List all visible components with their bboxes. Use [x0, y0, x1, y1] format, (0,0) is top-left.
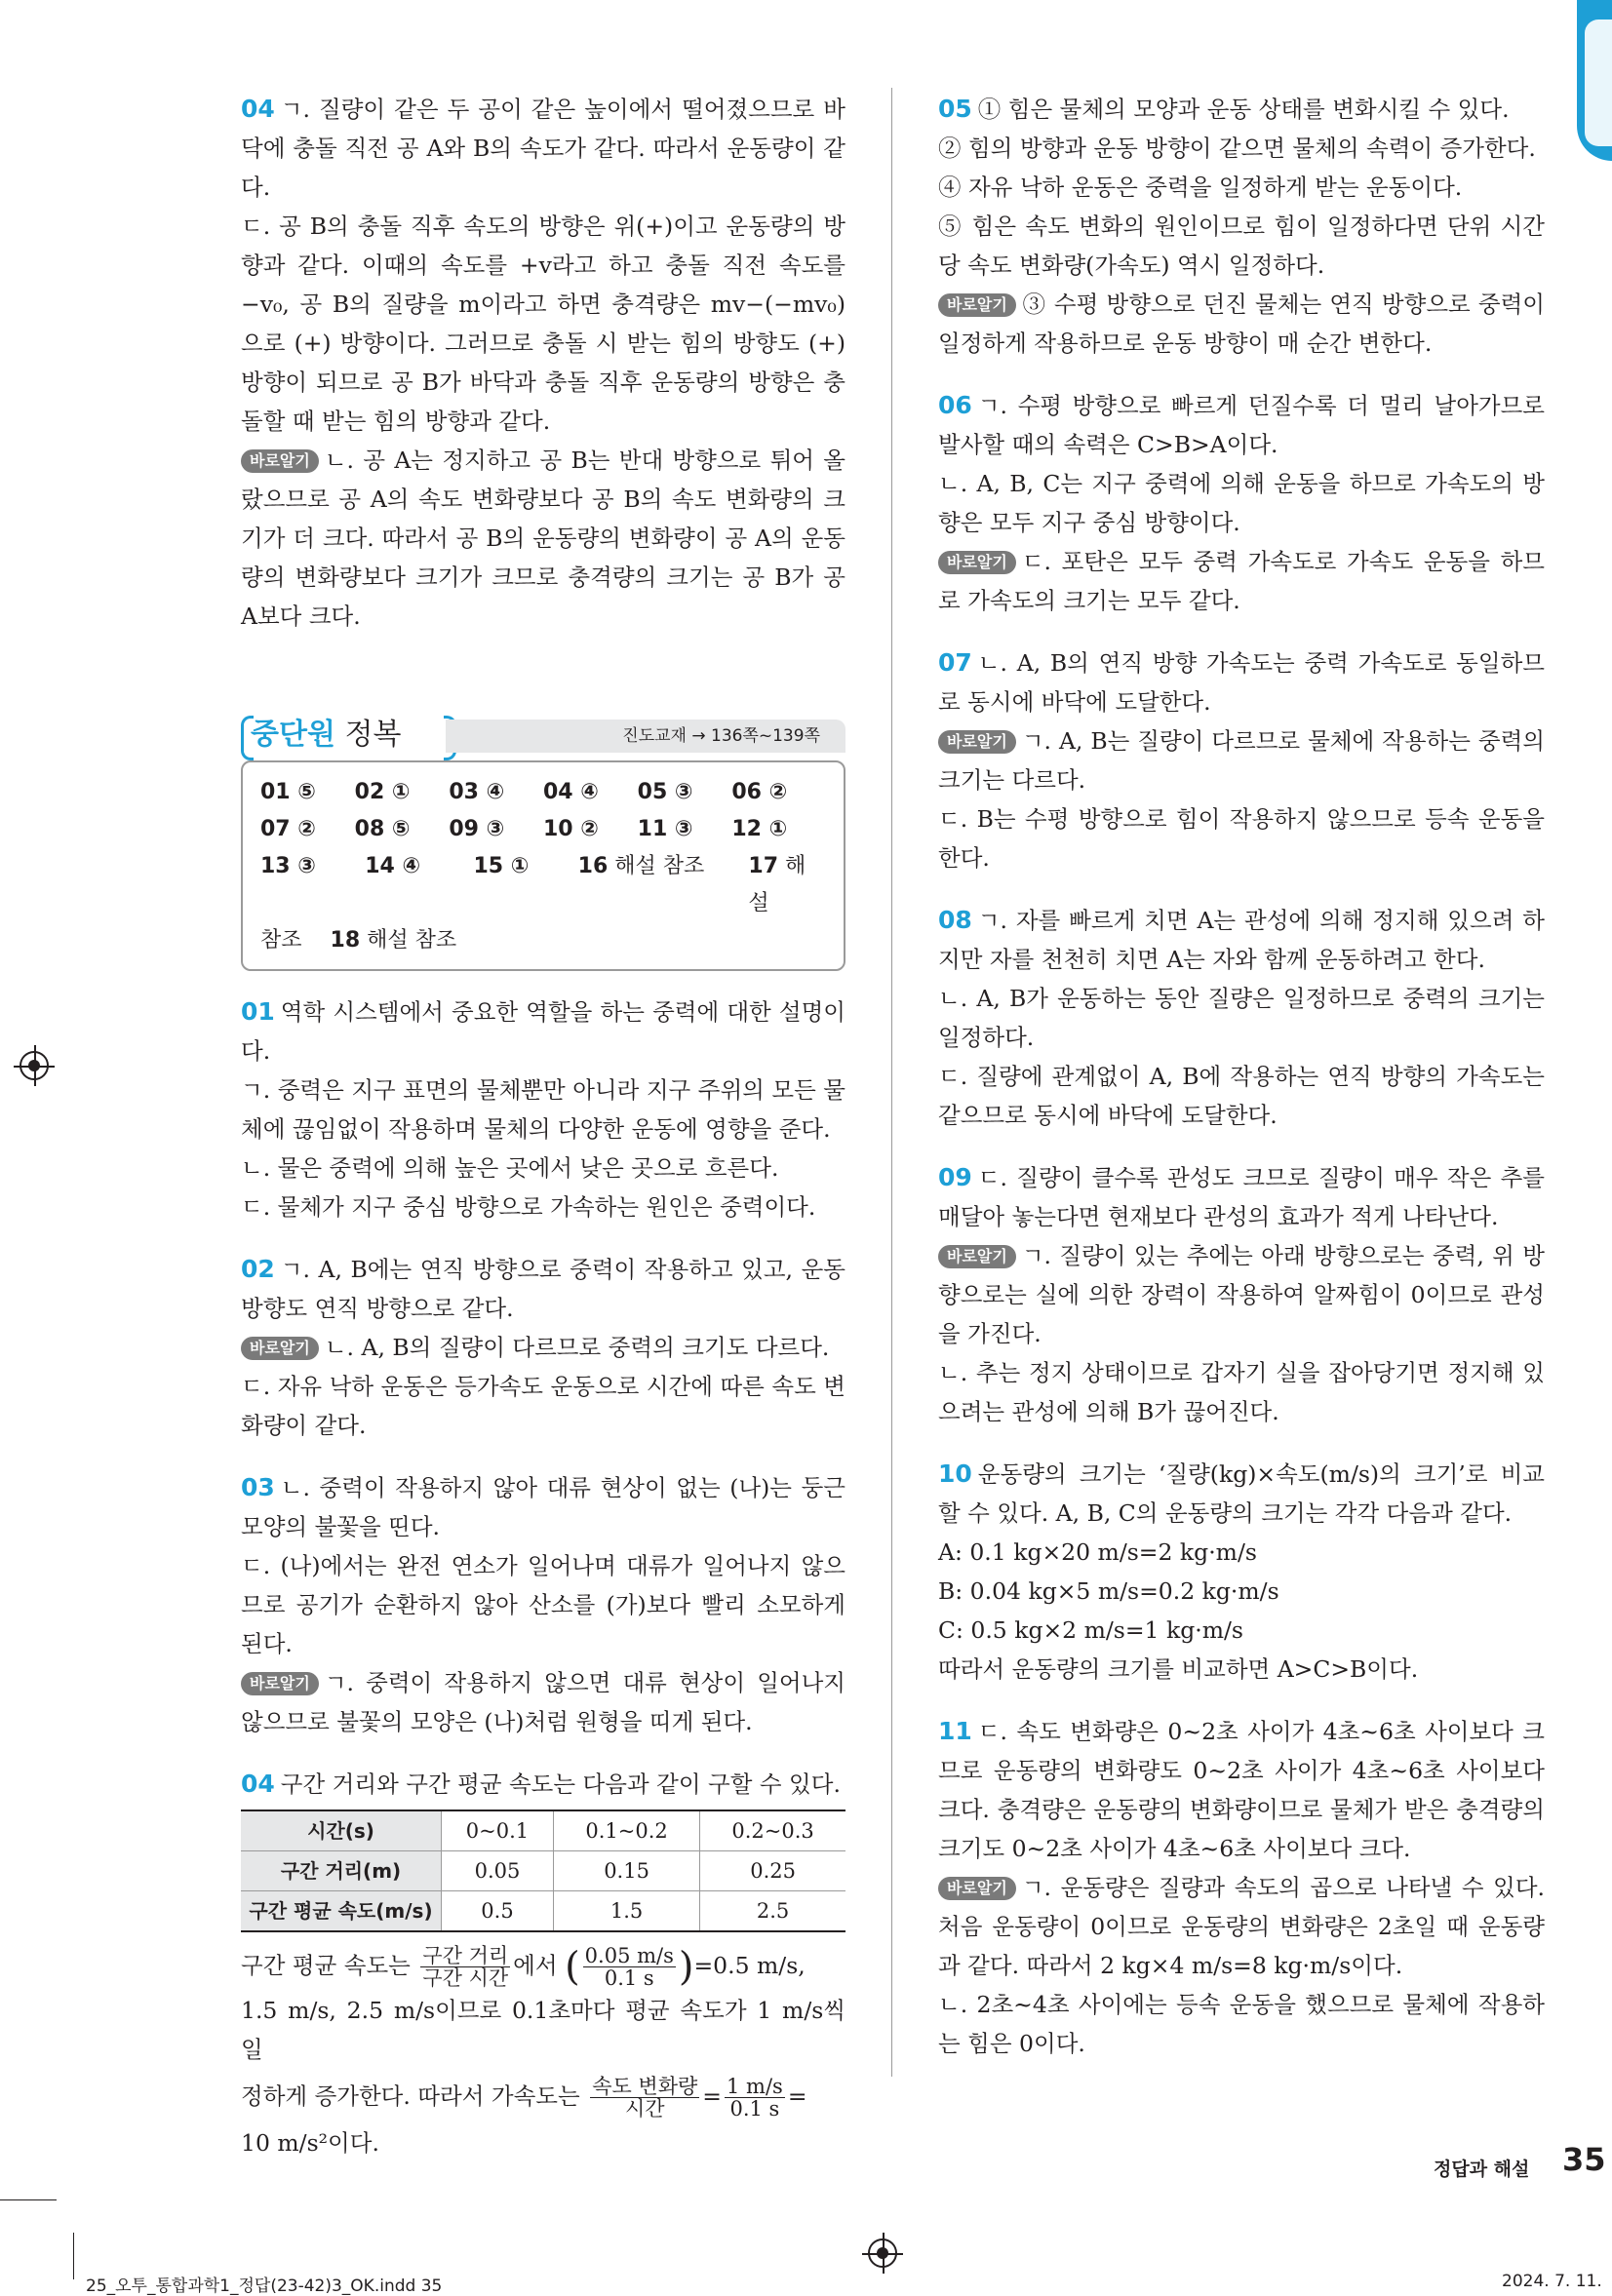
- wrong-answer-tag: 바로알기: [241, 1672, 319, 1695]
- speed-table: [241, 1810, 845, 1932]
- answer-06: [938, 386, 1545, 620]
- answer-text: ㄱ. 질량이 같은 두 공이 같은 높이에서 떨어졌으므로 바닥에 충돌 직전 공 A와 B의 속도가 같다. 따라서 운동량이 같다.: [241, 96, 845, 201]
- question-number: 05: [938, 95, 972, 123]
- answer-key-item: 02 ①: [354, 780, 411, 804]
- question-number: 04: [241, 1770, 275, 1798]
- answer-key-item: 07 ②: [260, 817, 316, 841]
- answer-key-row: [260, 848, 826, 922]
- answer-key-box: [241, 760, 845, 971]
- answer-text: A: 0.1 kg×20 m/s=2 kg·m/s: [938, 1538, 1257, 1566]
- wrong-answer-tag: 바로알기: [938, 1245, 1016, 1268]
- answer-text: ㄴ. 추는 정지 상태이므로 갑자기 실을 잡아당기면 정지해 있으려는 관성에 의해 B가 끊어진다.: [938, 1359, 1545, 1425]
- answer-text: ㄷ. 속도 변화량은 0~2초 사이가 4초~6초 사이보다 크므로 운동량의 변화량도 0~2초 사이가 4초~6초 사이보다 크다. 충격량은 운동량의 변화량이므로 물체가 받은 충격량의 크기도 0~2초 사이가 4초~6초 사이보다 크다.: [938, 1718, 1545, 1862]
- wrong-answer-tag: 바로알기: [938, 730, 1016, 754]
- fraction: $\frac{0.05 m/s}{0.1 s}$: [584, 1944, 674, 1990]
- answer-key-item: 03 ④: [449, 780, 505, 804]
- registration-mark-icon: [20, 1051, 49, 1080]
- answer-02: [241, 1250, 845, 1445]
- question-number: 02: [241, 1255, 275, 1283]
- answer-key-item: 04 ④: [542, 780, 599, 804]
- question-number: 01: [241, 997, 275, 1026]
- answer-text: ㄱ. 수평 방향으로 빠르게 던질수록 더 멀리 날아가므로 발사할 때의 속력은 C>B>A이다.: [938, 392, 1545, 458]
- wrong-answer-tag: 바로알기: [241, 1337, 319, 1360]
- answer-text: ㄴ. 2초~4초 사이에는 등속 운동을 했으므로 물체에 작용하는 힘은 0이다.: [938, 1991, 1545, 2057]
- answer-key-item: 14 ④: [365, 854, 421, 878]
- chapter-side-tab: [1577, 0, 1612, 161]
- answer-key-row: [260, 922, 826, 959]
- answer-text: B: 0.04 kg×5 m/s=0.2 kg·m/s: [938, 1577, 1279, 1605]
- table-row: 시간(s) 0~0.1 0.1~0.2 0.2~0.3: [241, 1810, 845, 1851]
- answer-text: ㄱ. A, B에는 연직 방향으로 중력이 작용하고 있고, 운동 방향도 연직 방향으로 같다.: [241, 1256, 845, 1322]
- answer-key-item: 15 ①: [473, 854, 530, 878]
- answer-11: [938, 1712, 1545, 2063]
- answer-key-item: 05 ③: [637, 780, 693, 804]
- answer-01: [241, 992, 845, 1226]
- answer-text: ㄴ. A, B의 연직 방향 가속도는 중력 가속도로 동일하므로 동시에 바닥에 도달한다.: [938, 649, 1545, 716]
- question-number: 10: [938, 1459, 972, 1488]
- fraction: $\frac{1 m/s}{0.1 s}$: [727, 2075, 783, 2121]
- question-number: 03: [241, 1473, 275, 1501]
- answer-08: [938, 901, 1545, 1135]
- answer-04-part2: [241, 1765, 845, 2162]
- answer-key-item: 06 ②: [731, 780, 788, 804]
- wrong-answer-tag: 바로알기: [938, 293, 1016, 317]
- answer-04-part1: [241, 90, 845, 636]
- question-number: 09: [938, 1163, 972, 1191]
- answer-text: ② 힘의 방향과 운동 방향이 같으면 물체의 속력이 증가한다.: [938, 135, 1536, 162]
- answer-text: ㄱ. 중력은 지구 표면의 물체뿐만 아니라 지구 주위의 모든 물체에 끊임없이 작용하며 물체의 다양한 운동에 영향을 준다.: [241, 1076, 845, 1143]
- wrong-answer-tag: 바로알기: [241, 449, 319, 473]
- answer-text: ㄴ. A, B가 운동하는 동안 질량은 일정하므로 중력의 크기는 일정하다.: [938, 985, 1545, 1051]
- right-column: [938, 90, 1545, 2063]
- left-column: [241, 90, 845, 2162]
- answer-key-item: 01 ⑤: [260, 780, 316, 804]
- table-row: 구간 평균 속도(m/s) 0.5 1.5 2.5: [241, 1891, 845, 1932]
- answer-text: ㄱ. 자를 빠르게 치면 A는 관성에 의해 정지해 있으려 하지만 자를 천천히 치면 A는 자와 함께 운동하려고 한다.: [938, 907, 1545, 973]
- answer-key-item: 09 ③: [449, 817, 505, 841]
- answer-07: [938, 643, 1545, 877]
- answer-text: ㄷ. 질량에 관계없이 A, B에 작용하는 연직 방향의 가속도는 같으므로 동시에 바닥에 도달한다.: [938, 1063, 1545, 1129]
- answer-text: ㄴ. 중력이 작용하지 않아 대류 현상이 없는 (나)는 둥근 모양의 불꽃을 띤다.: [241, 1474, 845, 1540]
- answer-text: 운동량의 크기는 ‘질량(kg)×속도(m/s)의 크기’로 비교할 수 있다. A, B, C의 운동량의 크기는 각각 다음과 같다.: [938, 1460, 1545, 1527]
- answer-text: ㄱ. A, B는 질량이 다르므로 물체에 작용하는 중력의 크기는 다르다.: [938, 727, 1545, 794]
- question-number: 11: [938, 1717, 972, 1745]
- fraction: $\frac{\text{속도 변화량}}{\text{시간}}$: [592, 2075, 698, 2121]
- answer-text: ㄷ. 공 B의 충돌 직후 속도의 방향은 위(+)이고 운동량의 방향과 같다. 이때의 속도를 +v라고 하고 충돌 직전 속도를 −v₀, 공 B의 질량을 m이라고 하면 충격량은 mv−(−mv₀)으로 (+) 방향이다. 그러므로 충돌 시 받는 힘의 방향도 (+)방향이 되므로 공 B가 바닥과 충돌 직후 운동량의 방향은 충돌할 때 받는 힘의 방향과 같다.: [241, 213, 845, 435]
- answer-text: ㄴ. A, B, C는 지구 중력에 의해 운동을 하므로 가속도의 방향은 모두 지구 중심 방향이다.: [938, 470, 1545, 536]
- column-divider: [891, 88, 892, 2077]
- fraction: $\frac{\text{구간 거리}}{\text{구간 시간}}$: [422, 1944, 509, 1990]
- table-row: 구간 거리(m) 0.05 0.15 0.25: [241, 1851, 845, 1891]
- answer-text: ㄷ. 포탄은 모두 중력 가속도로 가속도 운동을 하므로 가속도의 크기는 모두 같다.: [938, 548, 1545, 614]
- answer-text: ㄱ. 질량이 있는 추에는 아래 방향으로는 중력, 위 방향으로는 실에 의한 장력이 작용하여 알짜힘이 0이므로 관성을 가진다.: [938, 1242, 1545, 1347]
- footer-label: 정답과 해설: [1434, 2159, 1530, 2180]
- answer-text: ㄴ. 공 A는 정지하고 공 B는 반대 방향으로 튀어 올랐으므로 공 A의 속도 변화량보다 공 B의 속도 변화량의 크기가 더 크다. 따라서 공 B의 운동량의 변화량이 공 A의 운동량의 변화량보다 크기가 크므로 충격량의 크기는 공 B가 공 A보다 크다.: [241, 447, 845, 630]
- answer-text: ㄱ. 중력이 작용하지 않으면 대류 현상이 일어나지 않으므로 불꽃의 모양은 (나)처럼 원형을 띠게 된다.: [241, 1669, 845, 1735]
- answer-text: ㄷ. 질량이 클수록 관성도 크므로 질량이 매우 작은 추를 매달아 놓는다면 현재보다 관성의 효과가 적게 나타난다.: [938, 1164, 1545, 1230]
- answer-text: ㄷ. 자유 낙하 운동은 등가속도 운동으로 시간에 따른 속도 변화량이 같다.: [241, 1373, 845, 1439]
- wrong-answer-tag: 바로알기: [938, 551, 1016, 574]
- answer-key-row: [260, 774, 826, 811]
- answer-text: C: 0.5 kg×2 m/s=1 kg·m/s: [938, 1616, 1243, 1644]
- page-number: 35: [1562, 2141, 1606, 2178]
- answer-text: 1.5 m/s, 2.5 m/s이므로 0.1초마다 평균 속도가 1 m/s씩 일: [241, 1997, 845, 2063]
- answer-text: 10 m/s²이다.: [241, 2129, 379, 2157]
- formula-line: 정하게 증가한다. 따라서 가속도는 $\frac{\text{속도 변화량}}{\text{시간}}$ = $\frac{1 m/s}{0.1 s}$ =: [241, 2075, 807, 2121]
- summary-title: 중단원 정복: [251, 718, 402, 752]
- answer-text: ㄴ. 물은 중력에 의해 높은 곳에서 낮은 곳으로 흐른다.: [241, 1154, 779, 1182]
- crop-mark: [0, 2199, 57, 2200]
- answer-key-item: 12 ①: [731, 817, 788, 841]
- answer-text: ⑤ 힘은 속도 변화의 원인이므로 힘이 일정하다면 단위 시간당 속도 변화량(가속도) 역시 일정하다.: [938, 213, 1545, 279]
- question-number: 04: [241, 95, 275, 123]
- answer-text: ㄷ. (나)에서는 완전 연소가 일어나며 대류가 일어나지 않으므로 공기가 순환하지 않아 산소를 (가)보다 빨리 소모하게 된다.: [241, 1552, 845, 1657]
- wrong-answer-tag: 바로알기: [938, 1877, 1016, 1900]
- answer-10: [938, 1455, 1545, 1689]
- textbook-reference: 진도교재 → 136쪽~139쪽: [446, 720, 845, 753]
- answer-key-item: 10 ②: [542, 817, 599, 841]
- question-number: 07: [938, 648, 972, 677]
- answer-text: 역학 시스템에서 중요한 역할을 하는 중력에 대한 설명이다.: [241, 998, 845, 1065]
- file-slug: 25_오투_통합과학1_정답(23-42)3_OK.indd 35: [86, 2277, 443, 2296]
- answer-key-item: 18 해설 참조: [330, 928, 457, 953]
- answer-03: [241, 1468, 845, 1741]
- answer-key-row: [260, 811, 826, 848]
- answer-text: 따라서 운동량의 크기를 비교하면 A>C>B이다.: [938, 1655, 1419, 1683]
- answer-text: 구간 거리와 구간 평균 속도는 다음과 같이 구할 수 있다.: [280, 1771, 841, 1798]
- answer-key-item: 11 ③: [637, 817, 693, 841]
- question-number: 08: [938, 906, 972, 934]
- answer-text: ④ 자유 낙하 운동은 중력을 일정하게 받는 운동이다.: [938, 174, 1463, 201]
- answer-text: ③ 수평 방향으로 던진 물체는 연직 방향으로 중력이 일정하게 작용하므로 운동 방향이 매 순간 변한다.: [938, 291, 1545, 357]
- answer-key-item: 16 해설 참조: [577, 854, 705, 878]
- answer-text: ㄷ. 물체가 지구 중심 방향으로 가속하는 원인은 중력이다.: [241, 1193, 816, 1221]
- answer-text: ㄷ. B는 수평 방향으로 힘이 작용하지 않으므로 등속 운동을 한다.: [938, 805, 1545, 872]
- date-slug: 2024. 7. 11.: [1502, 2272, 1602, 2291]
- answer-text: ㄴ. A, B의 질량이 다르므로 중력의 크기도 다르다.: [324, 1334, 830, 1361]
- question-number: 06: [938, 391, 972, 419]
- formula-line: 구간 평균 속도는 $\frac{\text{구간 거리}}{\text{구간 시간}}$ 에서 ( $\frac{0.05 m/s}{0.1 s}$ )=0.5 m/s,: [241, 1944, 806, 1990]
- answer-key-item: 13 ③: [260, 854, 316, 878]
- chapter-summary: [241, 712, 845, 971]
- answer-key-item: 참조: [260, 928, 302, 953]
- answer-text: ① 힘은 물체의 모양과 운동 상태를 변화시킬 수 있다.: [977, 96, 1510, 123]
- registration-mark-icon: [868, 2238, 897, 2268]
- answer-key-item: 08 ⑤: [354, 817, 411, 841]
- answer-09: [938, 1158, 1545, 1431]
- answer-05: [938, 90, 1545, 363]
- answer-text: ㄱ. 운동량은 질량과 속도의 곱으로 나타낼 수 있다. 처음 운동량이 0이므로 운동량의 변화량은 2초일 때 운동량과 같다. 따라서 2 kg×4 m/s=8 kg·m/s이다.: [938, 1874, 1545, 1979]
- crop-mark: [73, 2233, 74, 2279]
- answer-key-item: 17 해설: [748, 854, 806, 915]
